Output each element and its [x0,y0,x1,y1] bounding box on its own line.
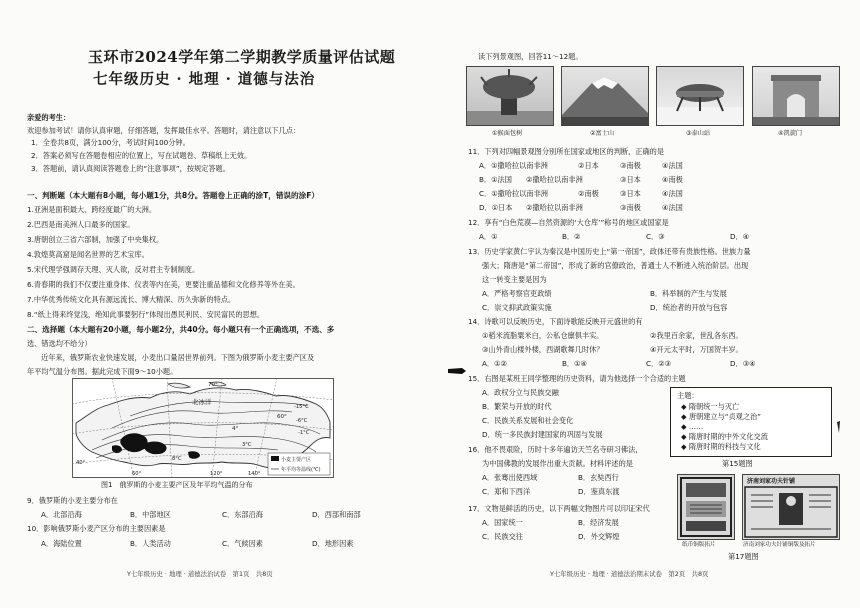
judge-section-header: 一、判断题（本大题有8小题，每小题1分，共8分。答题卷上正确的涂T，错误的涂F） [27,191,319,200]
note-item: 1．全卷共8页，满分100分，考试时间100分钟。 [31,138,190,147]
question-9: 9．俄罗斯的小麦主要分布在 [27,496,118,505]
q14-option-c: C．②③ [646,359,672,368]
question-11: 11．下列对四幅景观图分别所在国家或地区的判断，正确的是 [468,147,665,156]
relic-needle-shop-plate [742,474,840,540]
figure-15-caption: 第15题图 [722,459,753,468]
note-item: 2．答案必须写在答题卷相应的位置上，写在试题卷、草稿纸上无效。 [31,151,252,160]
q11-option-c: ③日本 [620,189,641,198]
q10-option-a: A．海陆位置 [41,539,82,548]
q15-theme-box [670,387,832,457]
q11-option-d: D．①日本 [479,203,513,212]
scan-mark-icon [836,418,842,430]
legend-isotherm-label: 年平均等温线(℃) [281,467,321,473]
page-footer: Y七年级历史 · 地理 · 道德法治试卷 第1页 共8页 [127,570,273,578]
q16-option-a: A．张骞出使西域 [482,473,538,482]
relic-banknote-plate [677,474,735,540]
judge-item: 5.宋代理学强调存天理、灭人欲，反对君主专制制度。 [27,265,200,274]
theme-item-text: 隋唐时期的科技与文化 [688,442,761,451]
map-label: 60° [132,471,142,477]
question-16-cont: 为中国佛教的发展作出重大贡献。材料评述的是 [482,459,633,468]
theme-item-text: …… [688,422,704,431]
exam-title: 玉环市2024学年第二学期教学质量评估试题 [88,48,396,66]
map-label-arctic-ocean: 北冰洋 [192,398,212,406]
q12-option-b: B．② [562,232,581,241]
photo-caption: ①猴面包树 [492,130,523,137]
q10-option-d: D．地形因素 [312,539,354,548]
isotherm-label: 8°C [172,456,182,462]
question-12: 12．享有“白色荒漠—自然资源的‘大仓库’”称号的地区或国家是 [468,218,669,227]
q11-option-b: ④南极 [662,175,683,184]
q17-option-d: D．外交辉煌 [578,532,620,541]
photo-taishan-station [656,66,744,126]
q12-option-d: D．④ [730,232,750,241]
note-item: 3．答题前，请认真阅读答题卷上的“注意事项”，按规定答题。 [31,164,230,173]
q11-option-a: ④法国 [662,161,683,170]
q11-option-c: ④法国 [662,189,683,198]
map-label: 140° [248,471,261,477]
q12-option-a: A．① [479,232,498,241]
diamond-bullet-icon: ◆ [681,402,689,411]
photo-arc-de-triomphe [752,66,840,126]
exam-subtitle: 七年级历史 · 地理 · 道德与法治 [93,71,316,88]
russia-wheat-map [72,378,334,478]
judge-item: 6.青春期的我们不仅要注重身体、仪表等内在美，更要注重品德和文化修养等外在美。 [27,280,300,289]
q11-option-d: ④法国 [662,203,683,212]
page-footer: Y七年级历史 · 地理 · 道德法治期末试卷 第2页 共8页 [550,570,709,578]
q14-option-a: A．①② [482,359,507,368]
diamond-bullet-icon: ◆ [681,412,689,421]
relic-title-text: 济南刘家功夫针铺 [747,478,796,485]
q11-option-a: ③南极 [620,161,641,170]
q10-option-b: B．人类活动 [130,539,171,548]
question-13-cont: 强大；隋唐是“第二帝国”，形成了新的官僚政治，普通士人不断进入统治阶层。出现 [482,261,749,270]
theme-item [681,413,761,420]
q14-option-d: D．③④ [730,359,756,368]
relic-caption: 纸币铜版拓片 [682,542,716,548]
judge-item: 1.亚洲是面积最大、跨经度最广的大洲。 [27,205,157,214]
q17-option-a: A．国家统一 [482,518,523,527]
q15-option-b: B．繁荣与开放的时代 [482,402,552,411]
q9-option-a: A．北部沿海 [41,510,82,519]
q11-option-c: ②南极 [578,189,599,198]
photo-caption: ③泰山站 [686,130,711,137]
q13-option-a: A．严格考察官吏政绩 [482,289,552,298]
judge-item: 8.“纸上得来终觉浅，绝知此事要躬行”体现出愚民利民、安民富民的思想。 [27,310,265,319]
judge-item: 7.中华优秀传统文化具有源远流长、博大精深、历久弥新的特点。 [27,295,236,304]
map-label: 70° [208,382,218,388]
relic-caption: 济南刘家功夫针铺铜版及拓片 [743,542,816,548]
diamond-bullet-icon: ◆ [681,442,689,451]
photo-baobab-tree [466,66,554,126]
choice-section-header: 二、选择题（本大题有20小题，每小题2分，共40分。每小题只有一个正确选项，不选、多 [27,325,335,334]
q9-option-d: D．西部和南部 [312,510,361,519]
map-label: 40° [76,460,86,466]
map-caption: 图1 俄罗斯的小麦主要产区及年平均气温的分布 [101,481,253,489]
q15-option-d: D．统一多民族封建国家的巩固与发展 [482,430,603,439]
q17-option-c: C．民族交往 [482,532,523,541]
map-intro: 近年来，俄罗斯农业快速发展，小麦出口量居世界前列。下图为俄罗斯小麦主要产区及 [41,353,315,362]
map-label: 120° [210,471,223,477]
q16-option-d: D．鉴真东渡 [578,487,620,496]
theme-item [681,443,761,450]
q13-option-d: D．统治者的开放与包容 [650,303,728,312]
q15-option-a: A．政权分立与民族交融 [482,388,559,397]
q17-option-b: B．经济发展 [578,518,619,527]
q11-option-d: ③南极 [620,203,641,212]
q11-option-a: ②日本 [578,161,599,170]
theme-item-text: 隋朝统一与灭亡 [688,402,740,411]
diamond-bullet-icon: ◆ [681,432,689,441]
photo-mount-fuji [561,66,649,126]
read-instruction: 读下列景观图，回答11～12题。 [478,52,583,61]
q11-option-b: ②撒哈拉以南非洲 [526,175,583,184]
exam-page-2 [430,0,860,608]
judge-item: 3.唐朝创立三省六部制，加强了中央集权。 [27,235,164,244]
q14-poem: ②我里百余家，世乱各东西。 [650,331,743,340]
q14-poem: ④开元太平时，万国贺丰岁。 [650,345,743,354]
question-13: 13．历史学家黄仁宇认为秦汉是中国历史上“第一帝国”，政体还带有贵族性格。世族力量 [468,247,751,256]
photo-caption: ②富士山 [590,130,615,137]
legend-wheat-swatch-icon [271,456,279,461]
q14-option-b: B．①④ [562,359,588,368]
diamond-bullet-icon: ◆ [681,422,689,431]
map-label: 4° [232,426,239,432]
q14-poem: ①稻米流脂粟米白，公私仓廪俱丰实。 [482,331,604,340]
q9-option-c: C．东部沿海 [222,510,263,519]
question-10: 10．影响俄罗斯小麦产区分布的主要因素是 [27,524,166,533]
q9-option-b: B．中部地区 [130,510,171,519]
q16-option-c: C．郑和下西洋 [482,487,531,496]
choice-section-header-cont: 选、错选均不给分） [27,339,92,348]
q13-option-c: C．崇文抑武政策实施 [482,303,552,312]
q12-option-c: C．③ [646,232,665,241]
q11-option-b: B．①法国 [479,175,512,184]
theme-item-text: 隋唐时期的中外文化交流 [688,432,768,441]
intro-text: 欢迎参加考试！请你认真审题，仔细答题，发挥最佳水平。答题时，请注意以下几点： [27,126,301,135]
judge-item: 4.敦煌莫高窟是闻名世界的艺术宝库。 [27,250,149,259]
isotherm-label: 3°C [242,442,252,448]
question-15: 15．右图是某班王同学整理的历史资料，请为他选择一个合适的主题 [468,374,686,383]
photo-caption: ④凯旋门 [778,130,803,137]
q13-option-b: B．科举制的产生与发展 [650,289,727,298]
judge-item: 2.巴西是南美洲人口最多的国家。 [27,220,135,229]
map-svg [72,378,334,478]
question-17: 17．文物是鲜活的历史，以下两幅文物图片可以印证宋代 [468,504,650,513]
map-label: 60° [277,414,287,420]
question-14: 14．诗歌可以反映历史，下面诗歌能反映开元盛世的有 [468,317,643,326]
q14-poem: ③山外青山楼外楼，西湖歌舞几时休？ [482,345,604,354]
isotherm-label: -15°C [294,404,309,410]
pen-mark-icon [448,361,466,371]
theme-label: 主题： [677,391,699,400]
q11-option-a: A．①撒哈拉以南非洲 [479,161,548,170]
isotherm-label: -6°C [296,418,308,424]
theme-item [681,403,739,410]
q11-option-b: ③日本 [620,175,641,184]
question-16: 16．他不畏艰险，历时十多年遍访天竺名寺研习佛法， [468,445,643,454]
q11-option-d: ②撒哈拉以南非洲 [526,203,583,212]
q10-option-c: C．气候因素 [222,539,263,548]
legend-wheat-label: 小麦主要产区 [281,457,312,463]
theme-item [681,433,768,440]
q11-option-c: C．①撒哈拉以南非洲 [479,189,548,198]
figure-17-caption: 第17题图 [728,552,759,561]
theme-item [681,423,703,430]
q15-option-c: C．民族关系发展和社会变化 [482,416,574,425]
greeting: 亲爱的考生： [27,113,71,122]
isotherm-label: -1°C [298,430,310,436]
map-intro-cont: 年平均气温分布图。据此完成下面9～10小题。 [27,367,178,376]
theme-item-text: 唐朝建立与“贞观之治” [688,412,761,421]
question-13-cont: 这一转变主要是因为 [482,275,547,284]
q16-option-b: B．玄奘西行 [578,473,619,482]
